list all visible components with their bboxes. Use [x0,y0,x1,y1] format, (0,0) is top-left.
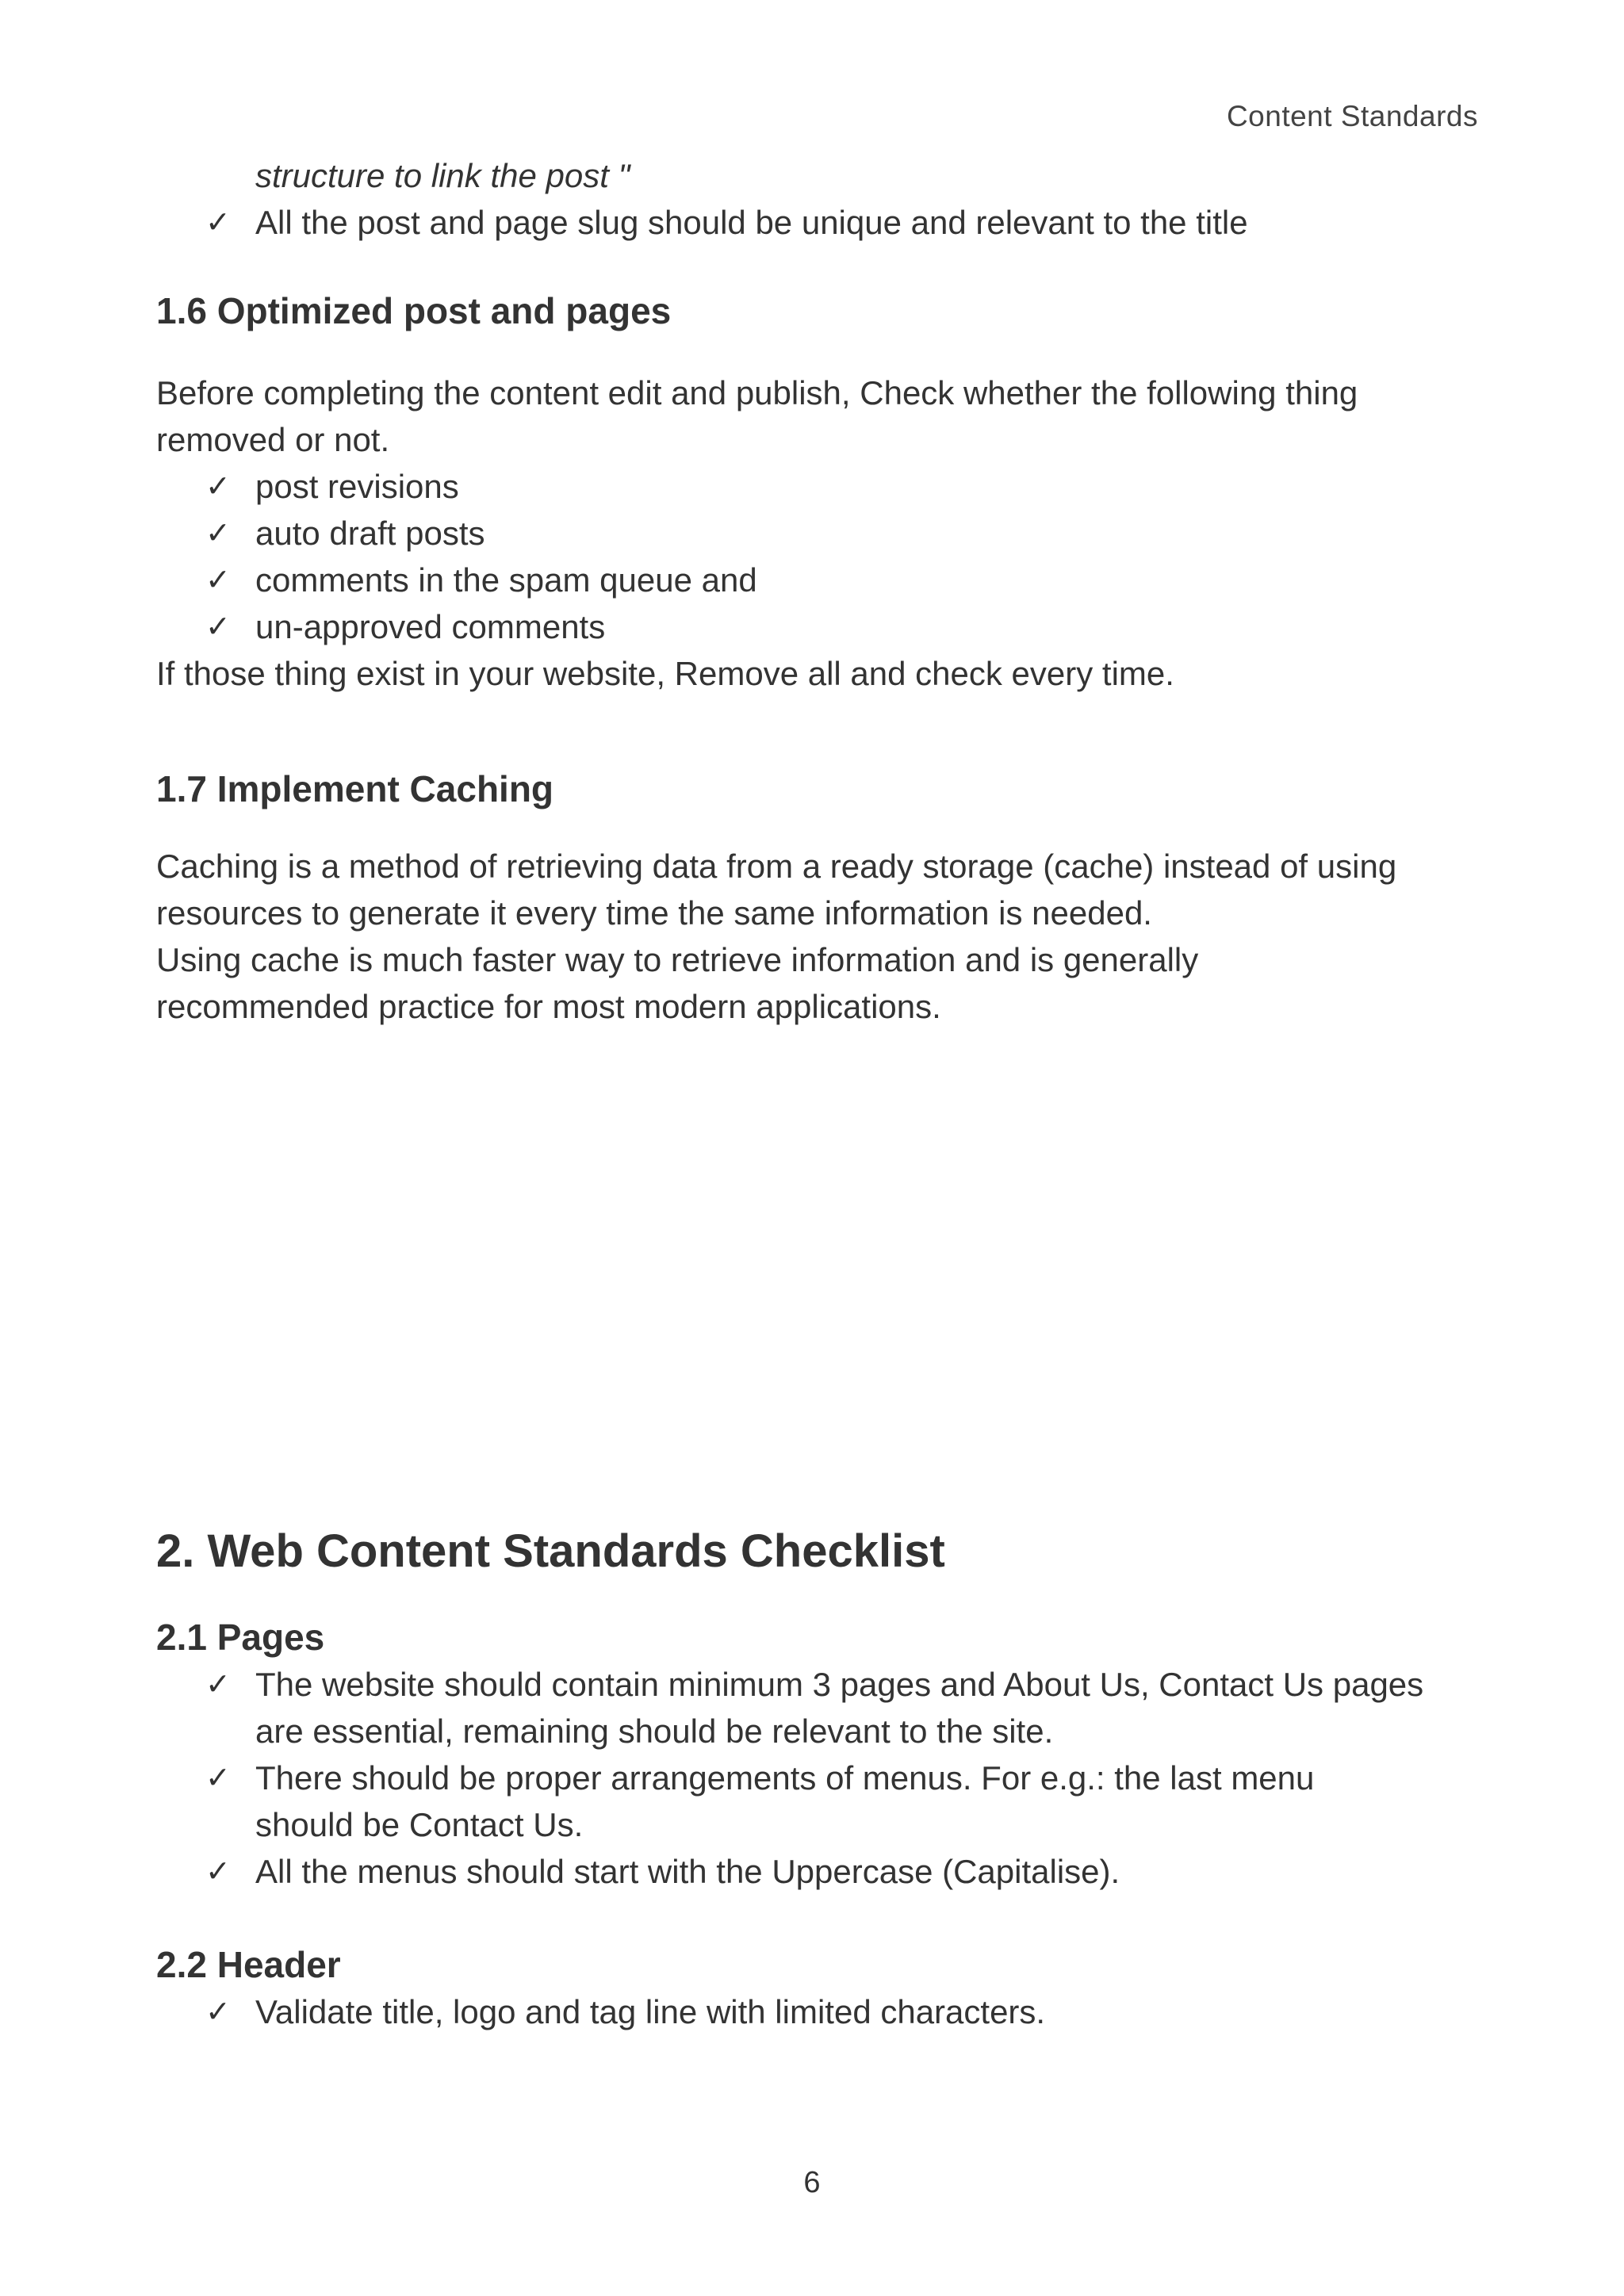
section-1-6-checklist [156,463,1484,650]
check-mark-icon: ✓ [205,609,231,644]
section-2-2-checklist [156,1988,1484,2035]
check-mark-icon: ✓ [205,469,231,503]
section-1-6-closing: If those thing exist in your website, Remove all and check every time. [156,655,1174,692]
list-item [156,199,1484,246]
check-mark-icon: ✓ [205,1994,231,2029]
list-item-text-line-1: All the menus should start with the Uppercase (Capitalise). [255,1853,1120,1890]
list-item-text: un-approved comments [255,608,606,645]
section-heading-1-7: 1.7 Implement Caching [156,768,554,809]
section-heading-2-1: 2.1 Pages [156,1617,325,1658]
section-1-7-line-2: resources to generate it every time the same information is needed. [156,894,1152,932]
list-item-text: All the post and page slug should be unique and relevant to the title [255,204,1248,241]
list-item [156,463,1484,510]
list-item-text-line-1: The website should contain minimum 3 pages and About Us, Contact Us pages [255,1666,1424,1703]
check-mark-icon: ✓ [205,1760,231,1795]
list-item-text: post revisions [255,468,459,505]
check-mark-icon: ✓ [205,515,231,550]
section-1-7-line-4: recommended practice for most modern applications. [156,988,941,1025]
list-item-text: Validate title, logo and tag line with limited characters. [255,1993,1046,2030]
section-1-6-intro-line-2: removed or not. [156,421,390,458]
list-item [156,557,1484,603]
list-item [156,603,1484,650]
section-heading-2: 2. Web Content Standards Checklist [156,1525,945,1577]
list-item [156,1755,1484,1848]
list-item [156,1848,1484,1895]
continuation-text: structure to link the post " [255,157,630,194]
check-mark-icon: ✓ [205,562,231,597]
section-1-7-line-1: Caching is a method of retrieving data from a ready storage (cache) instead of using [156,848,1397,885]
section-heading-2-2: 2.2 Header [156,1944,341,1985]
section-heading-1-6: 1.6 Optimized post and pages [156,290,672,331]
page-content [156,152,1484,2035]
check-mark-icon: ✓ [205,1854,231,1888]
running-header: Content Standards [1226,100,1478,132]
section-1-6-intro-line-1: Before completing the content edit and publish, Check whether the following thing [156,374,1358,411]
list-item-text-line-2: are essential, remaining should be relevant to the site. [255,1712,1054,1750]
list-item [156,1988,1484,2035]
continuation-checklist [156,199,1484,246]
list-item [156,1661,1484,1755]
section-1-7-line-3: Using cache is much faster way to retrieve information and is generally [156,941,1199,978]
check-mark-icon: ✓ [205,1667,231,1701]
page-number: 6 [803,2166,821,2199]
list-item-text: comments in the spam queue and [255,561,757,599]
list-item-text-line-2: should be Contact Us. [255,1806,584,1843]
section-2-1-checklist [156,1661,1484,1895]
list-item-text: auto draft posts [255,515,485,552]
list-item [156,510,1484,557]
check-mark-icon: ✓ [205,205,231,239]
list-item-text-line-1: There should be proper arrangements of menus. For e.g.: the last menu [255,1759,1315,1797]
